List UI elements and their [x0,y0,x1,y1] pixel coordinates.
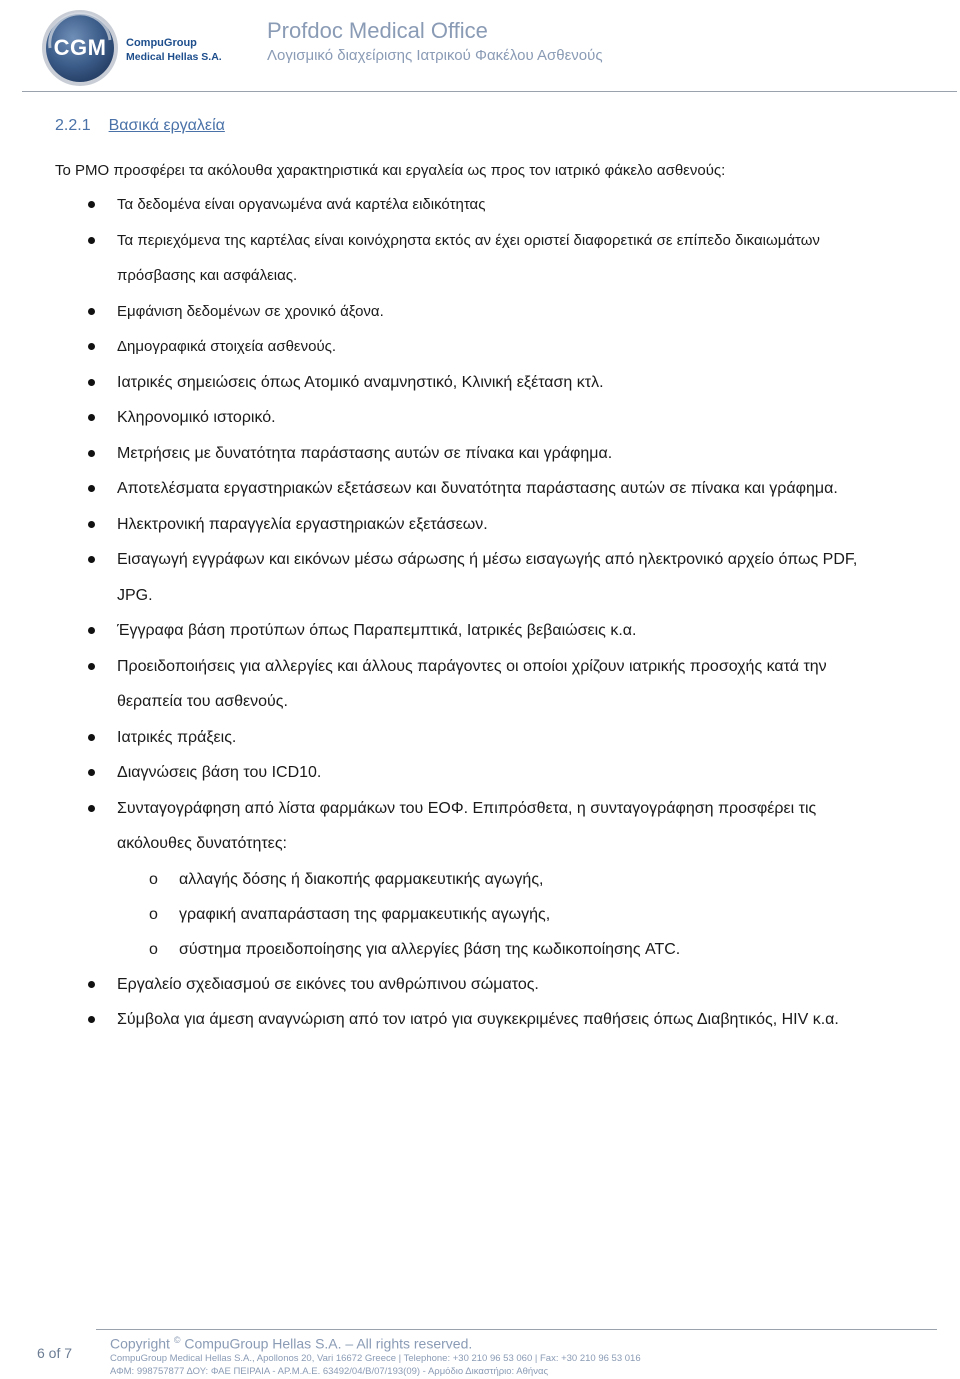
list-item: Δημογραφικά στοιχεία ασθενούς. [0,329,960,365]
logo-company-name [126,36,222,64]
list-item: Ιατρικές σημειώσεις όπως Ατομικό αναμνηστικό, Κλινική εξέταση κτλ. [0,365,960,401]
company-address: CompuGroup Medical Hellas S.A., Apollonos 20, Vari 16672 Greece | Telephone: +30 210 96 53 060 | Fax: +30 210 96 53 016 [110,1353,641,1364]
list-item: Μετρήσεις με δυνατότητα παράστασης αυτών σε πίνακα και γράφημα. [0,436,960,472]
section-heading [55,117,225,135]
page-number: 6 of 7 [37,1345,73,1361]
sub-list-item: o γραφική αναπαράσταση της φαρμακευτικής αγωγής, [0,897,890,932]
page-header [0,0,960,95]
company-logo [40,8,280,88]
features-list [0,187,960,1038]
logo-company-line2: Medical Hellas S.A. [126,51,222,63]
list-item: Έγγραφα βάση προτύπων όπως Παραπεμπτικά, Ιατρικές βεβαιώσεις κ.α. [0,613,960,649]
copyright-label: Copyright [110,1335,170,1352]
copyright-line [110,1335,472,1352]
list-item: Τα δεδομένα είναι οργανωμένα ανά καρτέλα ειδικότητας [0,187,960,223]
document-subtitle: Λογισμικό διαχείρισης Ιατρικού Φακέλου Ασθενούς [267,47,603,64]
list-item: Εμφάνιση δεδομένων σε χρονικό άξονα. [0,294,960,330]
list-item: Προειδοποιήσεις για αλλεργίες και άλλους παράγοντες οι οποίοι χρίζουν ιατρικής προσοχής κατά την θεραπεία του ασθενούς. [0,649,960,720]
list-item: Συνταγογράφηση από λίστα φαρμάκων του ΕΟΦ. Επιπρόσθετα, η συνταγογράφηση προσφέρει τις ακόλουθες δυνατότητες: o αλλαγής δόσης ή διακοπής φαρμακευτικής αγωγής, o γραφική αναπαράσταση της φαρμακευτικής αγωγής, o σύστημα προειδοποίησης για αλλεργίες βάση της κωδικοποίησης ATC. [0,791,960,967]
document-title: Profdoc Medical Office [267,18,488,43]
logo-cgm-text: CGM [53,35,107,60]
header-divider [22,91,957,92]
list-item: Εισαγωγή εγγράφων και εικόνων μέσω σάρωσης ή μέσω εισαγωγής από ηλεκτρονικό αρχείο όπως PDF, JPG. [0,542,960,613]
sub-list-item: o αλλαγής δόσης ή διακοπής φαρμακευτικής αγωγής, [0,862,890,897]
section-number: 2.2.1 [55,117,91,134]
footer-divider [96,1329,937,1330]
list-item: Αποτελέσματα εργαστηριακών εξετάσεων και δυνατότητα παράστασης αυτών σε πίνακα και γράφημα. [0,471,960,507]
company-registry: ΑΦΜ: 998757877 ΔΟΥ: ΦΑΕ ΠΕΙΡΑΙΑ - ΑΡ.Μ.Α.Ε. 63492/04/Β/07/193(09) - Αρμόδιο Δικαστήριο: Αθήνας [110,1366,549,1377]
prescription-features-sublist [117,862,890,967]
list-item: Ιατρικές πράξεις. [0,720,960,756]
list-item: Τα περιεχόμενα της καρτέλας είναι κοινόχρηστα εκτός αν έχει οριστεί διαφορετικά σε επίπεδο δικαιωμάτων πρόσβασης και ασφάλειας. [0,223,960,294]
list-item: Κληρονομικό ιστορικό. [0,400,960,436]
copyright-symbol: © [173,1335,181,1345]
list-item: Ηλεκτρονική παραγγελία εργαστηριακών εξετάσεων. [0,507,960,543]
intro-paragraph: Το PMO προσφέρει τα ακόλουθα χαρακτηριστικά και εργαλεία ως προς τον ιατρικό φάκελο ασθενούς: [55,162,726,179]
list-item: Διαγνώσεις βάση του ICD10. [0,755,960,791]
list-item: Εργαλείο σχεδιασμού σε εικόνες του ανθρώπινου σώματος. [0,967,960,1003]
section-title-link[interactable]: Βασικά εργαλεία [108,117,225,134]
sub-list-item: o σύστημα προειδοποίησης για αλλεργίες βάση της κωδικοποίησης ATC. [0,932,890,967]
list-item: Σύμβολα για άμεση αναγνώριση από τον ιατρό για συγκεκριμένες παθήσεις όπως Διαβητικός, HIV κ.α. [0,1002,960,1038]
logo-company-line1: CompuGroup [126,37,197,49]
copyright-holder: CompuGroup Hellas S.A. – All rights reserved. [184,1335,473,1352]
